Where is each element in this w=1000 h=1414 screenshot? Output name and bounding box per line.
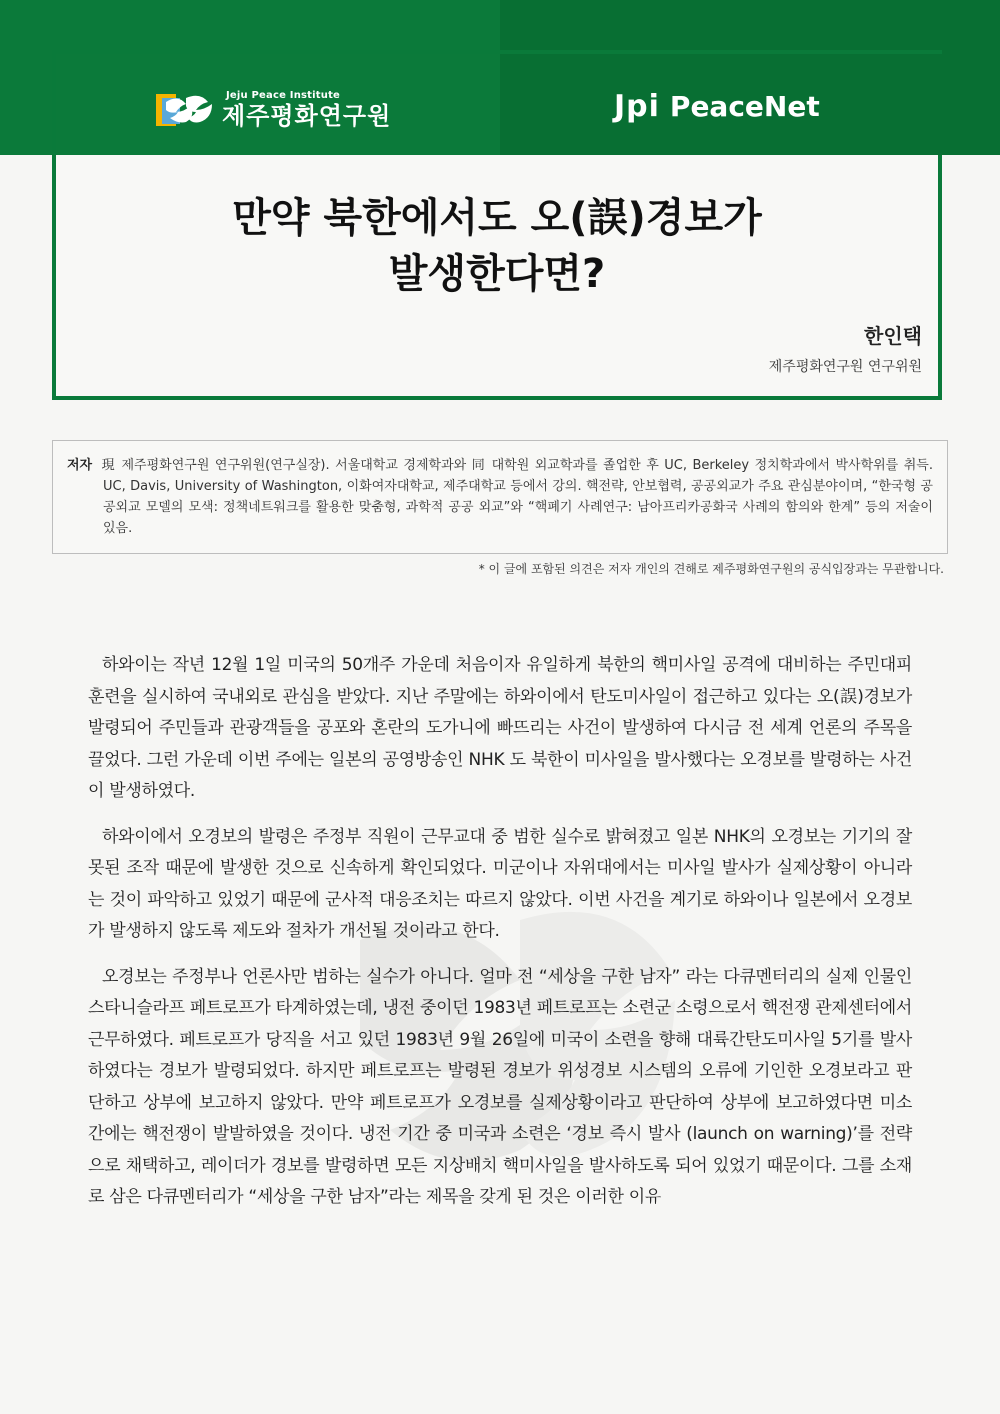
author-bio-box bbox=[52, 440, 948, 554]
author-name: 한인택 bbox=[864, 324, 922, 348]
paragraph-3: 오경보는 주정부나 언론사만 범하는 실수가 아니다. 얼마 전 “세상을 구한 남자” 라는 다큐멘터리의 실제 인물인 스타니슬라프 페트로프가 타계하였는데, 냉전 중이던 1983년 페트로프는 소련군 소령으로서 핵전쟁 관제센터에서 근무하였다. 페트로프가 당직을 서고 있던 1983년 9월 26일에 미국이 소련을 향해 대륙간탄도미사일 5기를 발사하였다는 경보가 발령되었다. 하지만 페트로프는 발령된 경보가 위성경보 시스템의 오류에 기인한 오경보라고 판단하고 상부에 보고하지 않았다. 만약 페트로프가 오경보를 실제상황이라고 판단하여 상부에 보고하였다면 미소 간에는 핵전쟁이 발발하였을 것이다. 냉전 기간 중 미국과 소련은 ‘경보 즉시 발사 (launch on warning)’를 전략으로 채택하고, 레이더가 경보를 발령하면 모든 지상배치 핵미사일을 발사하도록 되어 있었기 때문이다. 그를 소재로 삼은 다큐멘터리가 “세상을 구한 남자”라는 제목을 갖게 된 것은 이러한 이유 bbox=[88, 966, 912, 1207]
logo-english-name: Jeju Peace Institute bbox=[226, 90, 341, 101]
header-frame bbox=[52, 50, 942, 400]
author-affiliation: 제주평화연구원 연구위원 bbox=[768, 359, 922, 375]
peacenet-wordmark: PeaceNet bbox=[669, 90, 820, 123]
author-bio bbox=[67, 455, 933, 539]
disclaimer: * 이 글에 포함된 의견은 저자 개인의 견해로 제주평화연구원의 공식입장과는 무관합니다. bbox=[478, 562, 944, 576]
author-bio-label: 저자 bbox=[67, 458, 93, 473]
jpi-wordmark: Jpi bbox=[614, 89, 660, 124]
article-title bbox=[56, 190, 938, 302]
author-bio-text: 現 제주평화연구원 연구위원(연구실장). 서울대학교 경제학과와 同 대학원 외교학과를 졸업한 후 UC, Berkeley 정치학과에서 박사학위를 취득. UC, Davis, University of Washington, 이화여자대학교, 제주대학교 등에서 강의. 핵전략, 안보협력, 공공외교가 주요 관심분야이며, “한국형 공공외교 모델의 모색: 정책네트워크를 활용한 맞춤형, 과학적 공공 외교”와 “핵폐기 사례연구: 남아프리카공화국 사례의 함의와 한계” 등의 저술이 있음. bbox=[101, 458, 933, 536]
jpi-bird-logo-icon bbox=[156, 90, 214, 130]
logo-korean-name: 제주평화연구원 bbox=[222, 102, 392, 130]
article-title-line-2: 발생한다면? bbox=[388, 251, 606, 297]
paragraph-2: 하와이에서 오경보의 발령은 주정부 직원이 근무교대 중 범한 실수로 밝혀졌고 일본 NHK의 오경보는 기기의 잘못된 조작 때문에 발생한 것으로 신속하게 확인되었다. 미군이나 자위대에서는 미사일 발사가 실제상황이 아니라는 것이 파악하고 있었기 때문에 군사적 대응조치는 따르지 않았다. 이번 사건을 계기로 하와이나 일본에서 오경보가 발생하지 않도록 제도와 절차가 개선될 것이라고 한다. bbox=[88, 826, 912, 941]
peacenet-logo[interactable] bbox=[614, 90, 820, 124]
jeju-peace-institute-logo[interactable] bbox=[156, 90, 391, 130]
article-title-line-1: 만약 북한에서도 오(誤)경보가 bbox=[232, 195, 762, 241]
paragraph-1: 하와이는 작년 12월 1일 미국의 50개주 가운데 처음이자 유일하게 북한의 핵미사일 공격에 대비하는 주민대피훈련을 실시하여 국내외로 관심을 받았다. 지난 주말에는 하와이에서 탄도미사일이 접근하고 있다는 오(誤)경보가 발령되어 주민들과 관광객들을 공포와 혼란의 도가니에 빠뜨리는 사건이 발생하여 다시금 전 세계 언론의 주목을 끌었다. 그런 가운데 이번 주에는 일본의 공영방송인 NHK 도 북한이 미사일을 발사했다는 오경보를 발령하는 사건이 발생하였다. bbox=[88, 655, 912, 801]
article-body bbox=[88, 650, 912, 1228]
